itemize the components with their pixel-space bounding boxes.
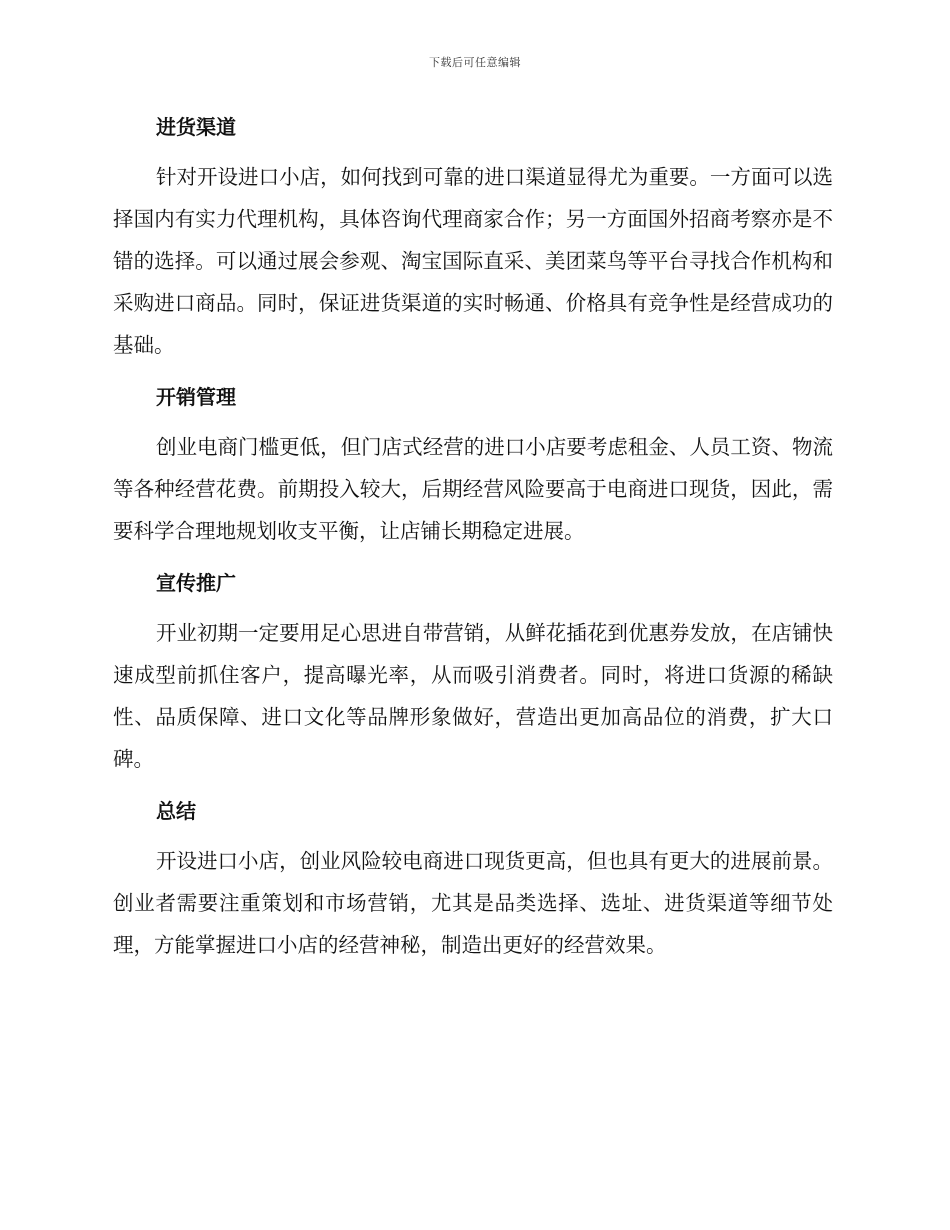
section-purchase-channels	[113, 108, 833, 366]
section-cost-management	[113, 378, 833, 552]
header-note: 下载后可任意编辑	[429, 56, 521, 69]
section-paragraph: 针对开设进口小店，如何找到可靠的进口渠道显得尤为重要。一方面可以选择国内有实力代理机构，具体咨询代理商家合作；另一方面国外招商考察亦是不错的选择。可以通过展会参观、淘宝国际直采、美团菜鸟等平台寻找合作机构和采购进口商品。同时，保证进货渠道的实时畅通、价格具有竞争性是经营成功的基础。	[113, 165, 833, 357]
section-promotion	[113, 564, 833, 780]
section-title: 进货渠道	[156, 115, 236, 139]
document-content	[113, 108, 833, 978]
section-paragraph: 创业电商门槛更低，但门店式经营的进口小店要考虑租金、人员工资、物流等各种经营花费。前期投入较大，后期经营风险要高于电商进口现货，因此，需要科学合理地规划收支平衡，让店铺长期稳定进展。	[113, 435, 833, 543]
section-summary	[113, 792, 833, 966]
section-paragraph: 开设进口小店，创业风险较电商进口现货更高，但也具有更大的进展前景。创业者需要注重策划和市场营销，尤其是品类选择、选址、进货渠道等细节处理，方能掌握进口小店的经营神秘，制造出更好的经营效果。	[113, 849, 833, 957]
section-title: 宣传推广	[156, 571, 236, 595]
section-title: 总结	[156, 799, 196, 823]
section-paragraph: 开业初期一定要用足心思进自带营销，从鲜花插花到优惠券发放，在店铺快速成型前抓住客户，提高曝光率，从而吸引消费者。同时，将进口货源的稀缺性、品质保障、进口文化等品牌形象做好，营造出更加高品位的消费，扩大口碑。	[113, 621, 833, 771]
section-title: 开销管理	[156, 385, 236, 409]
